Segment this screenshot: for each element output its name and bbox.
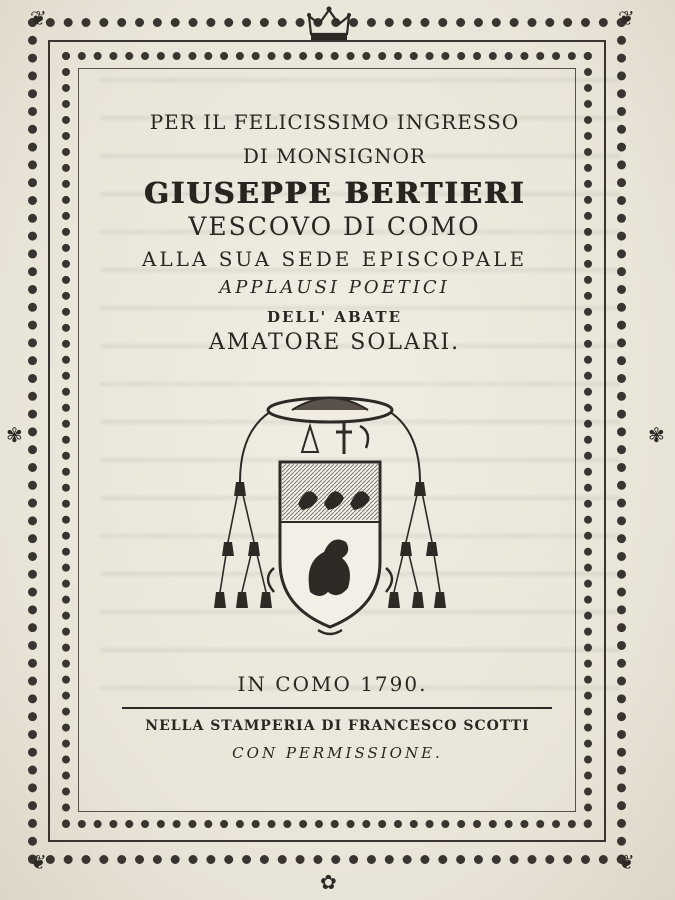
title-line-4: VESCOVO DI COMO — [188, 212, 481, 241]
title-line-7: DELL' ABATE — [266, 308, 403, 326]
crown-ornament-icon — [305, 4, 353, 44]
title-line-2: DI MONSIGNOR — [242, 144, 427, 168]
corner-ornament-icon: ❦ — [618, 6, 635, 30]
title-block — [82, 110, 587, 355]
side-ornament-icon: ✾ — [6, 423, 23, 447]
corner-ornament-icon: ❦ — [30, 6, 47, 30]
coat-of-arms-icon — [210, 392, 450, 642]
side-ornament-icon: ✾ — [648, 423, 665, 447]
permission-line: CON PERMISSIONE. — [232, 744, 443, 762]
printer-line: NELLA STAMPERIA DI FRANCESCO SCOTTI — [145, 718, 530, 734]
author-name: AMATORE SOLARI. — [208, 330, 461, 355]
place-and-year: IN COMO 1790. — [237, 672, 428, 696]
title-line-5: ALLA SUA SEDE EPISCOPALE — [141, 247, 528, 271]
title-line-6: APPLAUSI POETICI — [219, 277, 450, 298]
corner-ornament-icon: ❦ — [618, 850, 635, 874]
imprint-rule — [122, 707, 552, 709]
bishop-name: GIUSEPPE BERTIERI — [143, 176, 526, 210]
title-line-1: PER IL FELICISSIMO INGRESSO — [149, 110, 520, 134]
bottom-ornament-icon: ✿ — [320, 870, 337, 894]
corner-ornament-icon: ❦ — [30, 850, 47, 874]
